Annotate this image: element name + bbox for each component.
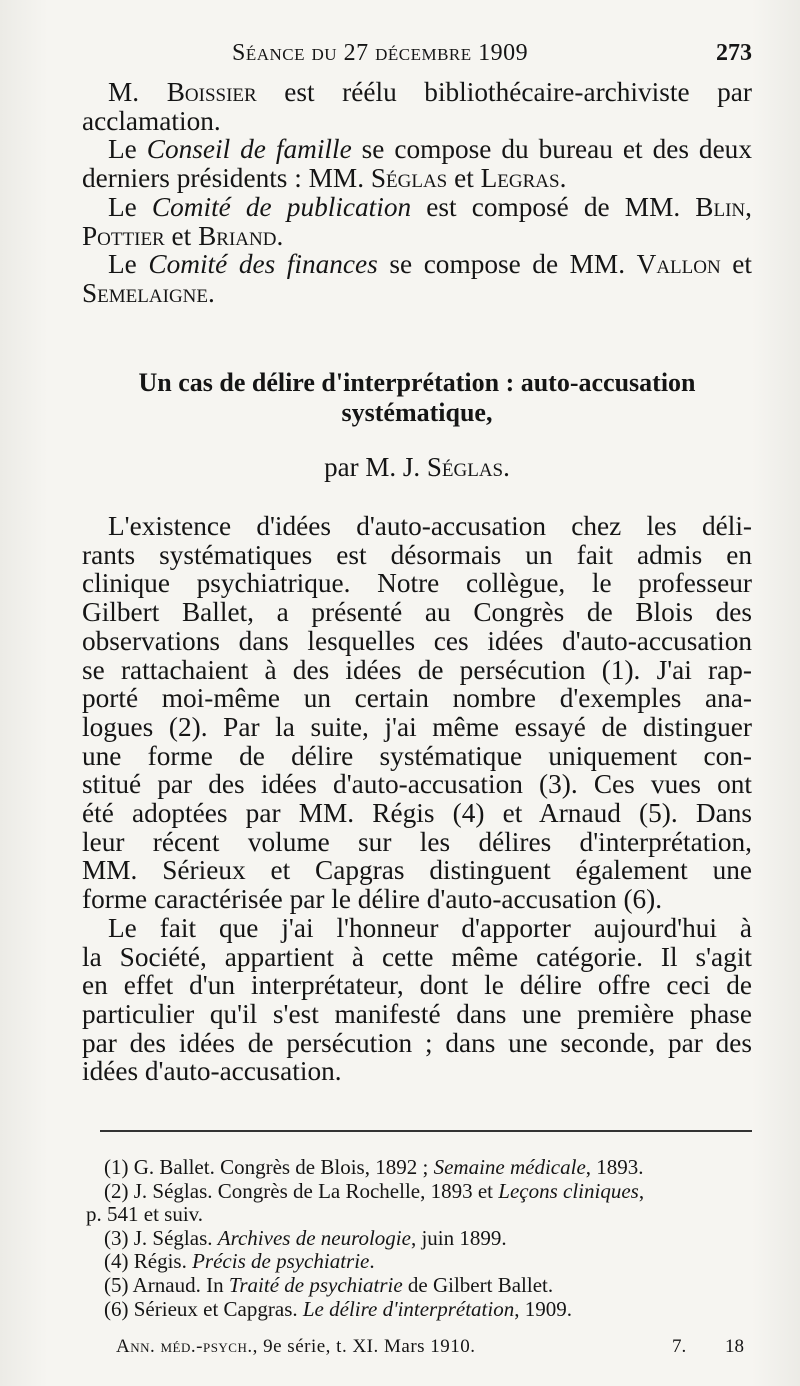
paragraph-2-line: particulier qu'il s'est manifesté dans une première phase	[82, 998, 752, 1029]
paragraph-1-line: rants systématiques est désormais un fait admis en	[82, 539, 752, 570]
paragraph-2-line: la Société, appartient à cette même catégorie. Il s'agit	[82, 941, 752, 972]
running-title-month: décembre	[375, 40, 472, 66]
author-name: Séglas	[426, 452, 504, 482]
announcement-comite-publication: Le Comité de publication est composé de MM. Blin, Pottier et Briand.	[82, 191, 752, 251]
paragraph-1-line: stitué par des idées d'auto-accusation (3). Ces vues ont	[82, 769, 752, 800]
paragraph-1-line: observations dans lesquelles ces idées d'auto-accusation	[82, 625, 752, 656]
paragraph-1-line: une forme de délire systématique uniquement con-	[82, 740, 752, 771]
footnotes	[86, 1156, 752, 1321]
signature-mark-1: 7.	[672, 1336, 687, 1357]
paragraph-2-line: idées d'auto-accusation.	[82, 1056, 342, 1087]
page-number: 273	[716, 40, 752, 66]
paragraph-2-line: en effet d'un interprétateur, dont le délire offre ceci de	[82, 970, 752, 1001]
article-byline: par M. J. Séglas.	[324, 452, 510, 482]
footnote: p. 541 et suiv.	[86, 1202, 204, 1227]
article-title-line-2: systématique,	[341, 398, 493, 427]
footnote: (6) Sérieux et Capgras. Le délire d'interprétation, 1909.	[104, 1296, 572, 1321]
paragraph-1-line: clinique psychiatrique. Notre collègue, le professeur	[82, 568, 752, 599]
signature-marks	[638, 1336, 744, 1358]
body-paragraph-1	[82, 512, 752, 914]
running-title-seance: Séance du	[232, 40, 338, 66]
running-title	[232, 40, 528, 67]
paragraph-1-line: logues (2). Par la suite, j'ai même essayé de distinguer	[82, 711, 752, 742]
paragraph-2-line: Le fait que j'ai l'honneur d'apporter aujourd'hui à	[108, 912, 752, 943]
paragraph-1-line: MM. Sérieux et Capgras distinguent également une	[82, 855, 752, 886]
paragraph-1-line: Gilbert Ballet, a présenté au Congrès de Blois des	[82, 597, 752, 628]
paragraph-1-line: leur récent volume sur les délires d'interprétation,	[82, 826, 752, 857]
announcement-comite-finances: Le Comité des finances se compose de MM. Vallon et Semelaigne.	[82, 249, 753, 308]
paragraph-1-line: se rattachaient à des idées de persécution (1). J'ai rap-	[82, 654, 752, 685]
footnote-rule	[100, 1130, 752, 1132]
paragraph-1-line: forme caractérisée par le délire d'auto-accusation (6).	[82, 884, 663, 915]
announcement-conseil-famille: Le Conseil de famille se compose du bureau et des deux derniers présidents : MM. Séglas et Legras.	[82, 134, 752, 194]
paragraph-2-line: par des idées de persécution ; dans une seconde, par des	[82, 1027, 752, 1058]
footnote: (3) J. Séglas. Archives de neurologie, juin 1899.	[104, 1225, 507, 1250]
paragraph-1-line: L'existence d'idées d'auto-accusation chez les déli-	[108, 511, 752, 541]
journal-citation: Ann. méd.-psych., 9e série, t. XI. Mars 1910.	[116, 1336, 476, 1357]
paragraph-1-line: été adoptées par MM. Régis (4) et Arnaud (5). Dans	[82, 798, 752, 829]
running-title-year: 1909	[478, 40, 529, 66]
running-header	[82, 40, 752, 70]
footnote: (5) Arnaud. In Traité de psychiatrie de Gilbert Ballet.	[104, 1272, 554, 1297]
signature-mark-2: 18	[725, 1336, 744, 1357]
paragraph-1-line: porté moi-même un certain nombre d'exemples ana-	[82, 683, 752, 714]
article-body	[82, 512, 752, 1086]
running-title-day: 27	[343, 40, 369, 66]
article-title-line-1: Un cas de délire d'interprétation : auto-accusation	[138, 368, 696, 397]
footnote: (2) J. Séglas. Congrès de La Rochelle, 1893 et Leçons cliniques,	[104, 1178, 645, 1203]
article-title	[82, 368, 752, 428]
society-announcements	[82, 78, 752, 308]
footnote: (4) Régis. Précis de psychiatrie.	[104, 1249, 375, 1274]
body-paragraph-2	[82, 914, 752, 1086]
footnote: (1) G. Ballet. Congrès de Blois, 1892 ; Semaine médicale, 1893.	[104, 1155, 644, 1179]
announcement-boissier: M. Boissier est réélu bibliothécaire-archiviste par acclamation.	[82, 77, 753, 136]
